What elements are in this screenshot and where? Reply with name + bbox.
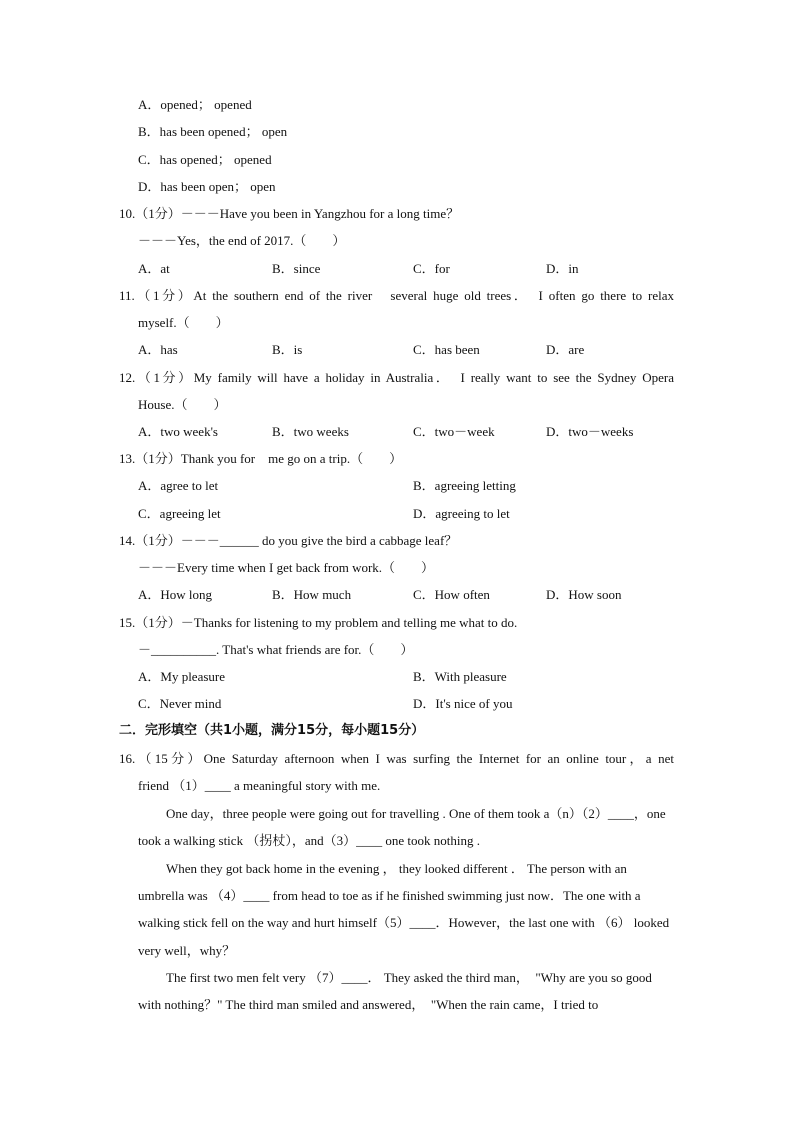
q12-option-c[interactable]: C．two－week [413,424,495,439]
q15-reply: －__________. That's what friends are for.（ ） [138,642,414,657]
q14-stem: 14.（1分）－－－______ do you give the bird a cabbage leaf？ [119,533,458,548]
q10-option-b[interactable]: B．since [272,261,321,276]
q14-option-d[interactable]: D．How soon [546,587,622,602]
q12-stem-line2: House.（ ） [138,397,227,412]
q10-option-c[interactable]: C．for [413,261,450,276]
q11-option-a[interactable]: A．has [138,342,178,357]
q16-paragraph-3: The first two men felt very （7）____． They asked the third man， "Why are you so good with nothing？" The third man smiled and answered， "When the rain came，I tried to [138,970,652,1013]
q11-option-d[interactable]: D．are [546,342,585,357]
q10-option-a[interactable]: A．at [138,261,170,276]
q15-stem: 15.（1分）－Thanks for listening to my problem and telling me what to do. [119,615,518,630]
q11-option-c[interactable]: C．has been [413,342,480,357]
q11-stem-line1: 11.（1分）At the southern end of the river several huge old trees． I often go there to relax [119,288,674,303]
q14-option-c[interactable]: C．How often [413,587,490,602]
q16-intro-line1: 16.（15分）One Saturday afternoon when I was surfing the Internet for an online tour，a net [119,751,674,766]
q12-option-a[interactable]: A．two week's [138,424,218,439]
q11-option-b[interactable]: B．is [272,342,303,357]
q15-option-b[interactable]: B．With pleasure [413,669,507,684]
q16-paragraph-2: When they got back home in the evening ， they looked different ． The person with an umbrella was （4）____ from head to toe as if he finished swimming just now．The one with a walking stick fell on the way and hurt himself（5）____．However，the last one with （6） looked very well，why？ [138,861,670,958]
q11-stem-line2: myself.（ ） [138,315,229,330]
q16-intro-line2: friend （1）____ a meaningful story with me. [138,778,381,793]
q9-option-d[interactable]: D．has been open； open [138,179,276,194]
q14-reply: －－－Every time when I get back from work.（ ） [138,560,435,575]
q12-option-b[interactable]: B．two weeks [272,424,349,439]
q9-option-b[interactable]: B．has been opened； open [138,124,288,139]
q13-option-d[interactable]: D．agreeing to let [413,506,510,521]
q10-option-d[interactable]: D．in [546,261,579,276]
q14-option-b[interactable]: B．How much [272,587,352,602]
q16-paragraph-1: One day，three people were going out for travelling . One of them took a（n）（2）____，one took a walking stick （拐杖），and（3）____ one took nothing . [138,806,666,849]
q13-stem: 13.（1分）Thank you for me go on a trip.（ ） [119,451,403,466]
q9-option-c[interactable]: C．has opened； opened [138,152,272,167]
q13-option-b[interactable]: B．agreeing letting [413,478,516,493]
q12-option-d[interactable]: D．two－weeks [546,424,634,439]
q15-option-d[interactable]: D．It's nice of you [413,696,513,711]
q15-option-c[interactable]: C．Never mind [138,696,222,711]
q14-option-a[interactable]: A．How long [138,587,213,602]
section-heading-cloze: 二．完形填空（共1小题，满分15分，每小题15分） [119,723,425,738]
q13-option-c[interactable]: C．agreeing let [138,506,221,521]
q10-stem: 10.（1分）－－－Have you been in Yangzhou for a long time？ [119,206,460,221]
q13-option-a[interactable]: A．agree to let [138,478,219,493]
q9-option-a[interactable]: A．opened； opened [138,97,252,112]
q15-option-a[interactable]: A．My pleasure [138,669,226,684]
q12-stem-line1: 12.（1分）My family will have a holiday in Australia． I really want to see the Sydney Opera [119,370,674,385]
q10-reply: －－－Yes，the end of 2017.（ ） [138,233,346,248]
